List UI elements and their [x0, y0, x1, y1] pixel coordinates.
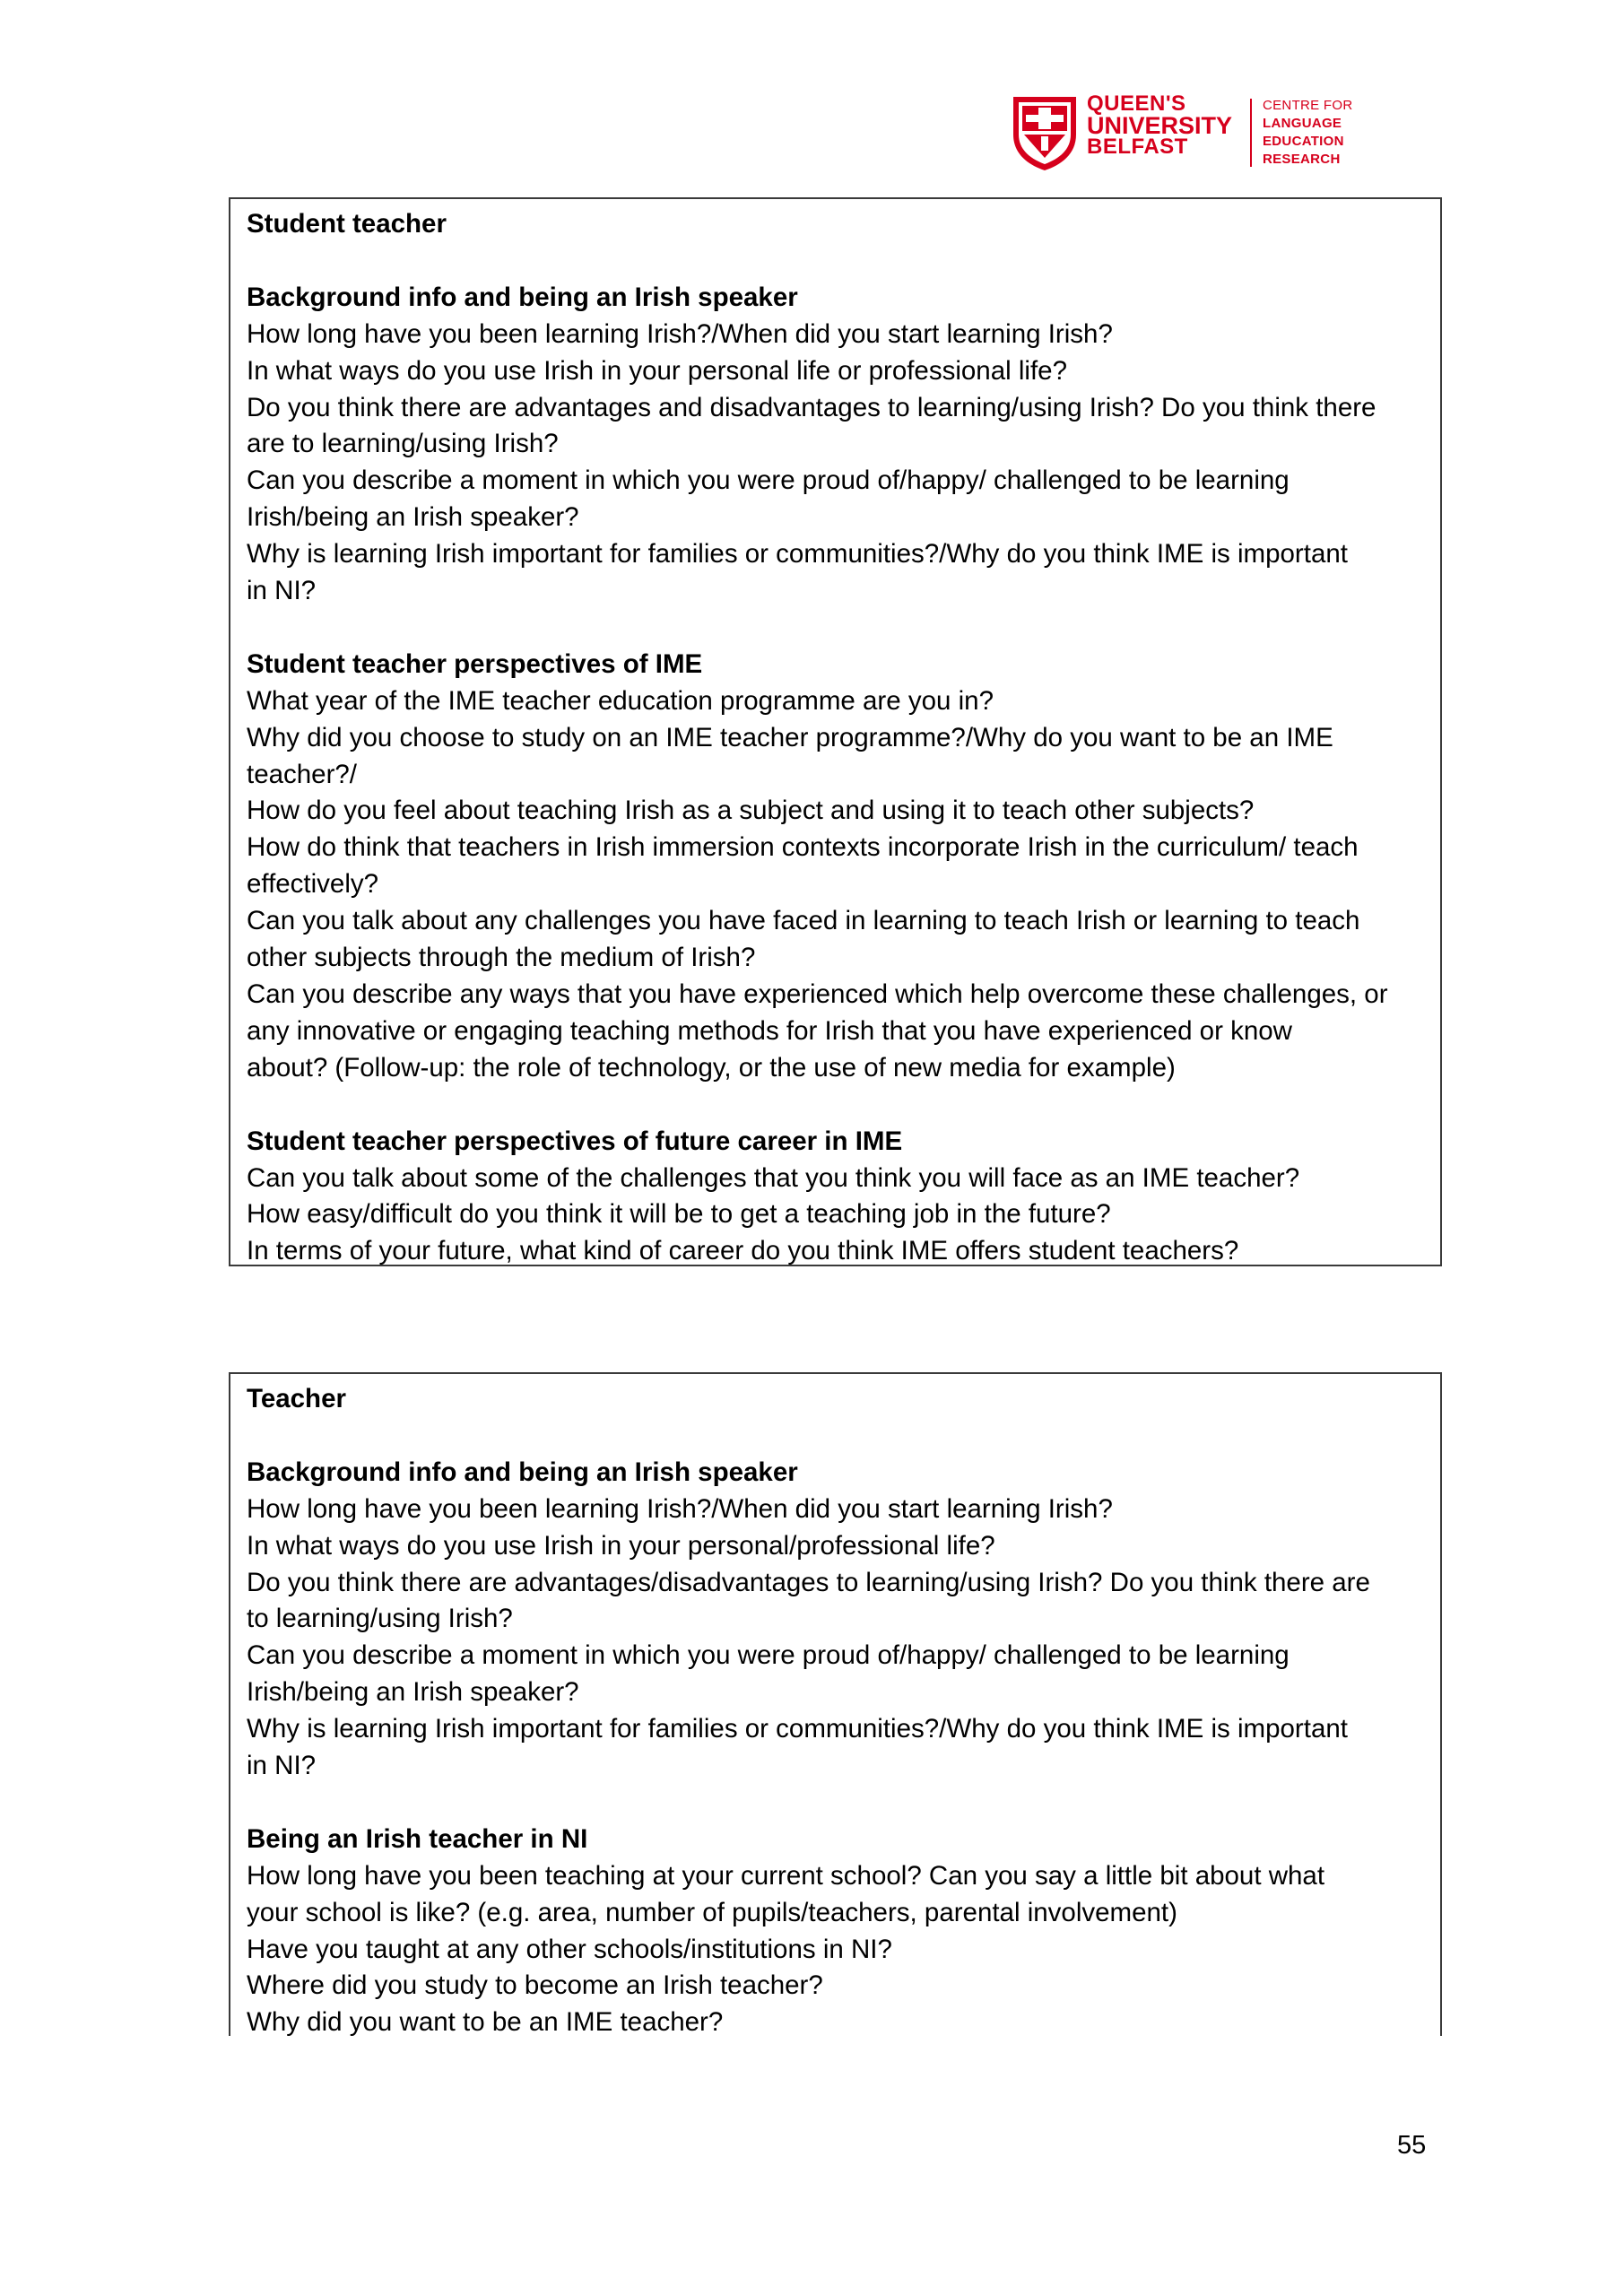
question-line: Have you taught at any other schools/institutions in NI? [247, 1934, 892, 1964]
question-line: Can you describe any ways that you have experienced which help overcome these challenges, or [247, 979, 1388, 1009]
spacer [247, 1418, 1424, 1455]
centre-name-line: EDUCATION [1263, 134, 1344, 149]
question-line: In what ways do you use Irish in your personal/professional life? [247, 1530, 995, 1561]
question-line: In terms of your future, what kind of career do you think IME offers student teachers? [247, 1236, 1239, 1266]
question-line: to learning/using Irish? [247, 1604, 513, 1634]
question-line: In what ways do you use Irish in your personal life or professional life? [247, 355, 1067, 386]
question-line: How easy/difficult do you think it will be to get a teaching job in the future? [247, 1199, 1111, 1230]
question-line: What year of the IME teacher education programme are you in? [247, 685, 994, 716]
question-line: effectively? [247, 869, 379, 900]
question-line: How long have you been teaching at your current school? Can you say a little bit about what [247, 1860, 1325, 1891]
centre-name-line: LANGUAGE [1263, 116, 1342, 131]
question-line: How do you feel about teaching Irish as a subject and using it to teach other subjects? [247, 796, 1255, 826]
section-heading: Student teacher perspectives of future career in IME [247, 1126, 903, 1156]
spacer [247, 1785, 1424, 1822]
university-name-line: QUEEN'S [1087, 91, 1186, 116]
spacer [247, 1087, 1424, 1124]
question-line: Where did you study to become an Irish teacher? [247, 1970, 823, 2001]
question-line: Can you talk about some of the challenges that you think you will face as an IME teacher? [247, 1162, 1300, 1193]
question-line: How do think that teachers in Irish immersion contexts incorporate Irish in the curriculum/ teach [247, 832, 1359, 863]
university-crest-icon [1012, 95, 1078, 172]
box-title: Student teacher [247, 209, 447, 239]
section-heading: Background info and being an Irish speaker [247, 1457, 798, 1487]
box-title: Teacher [247, 1384, 346, 1413]
section-heading: Background info and being an Irish speaker [247, 282, 798, 312]
teacher-box [229, 1372, 1442, 2036]
question-line: Why is learning Irish important for families or communities?/Why do you think IME is important [247, 539, 1348, 570]
section-heading: Being an Irish teacher in NI [247, 1823, 588, 1854]
centre-name-line: CENTRE FOR [1263, 98, 1353, 113]
question-line: in NI? [247, 576, 317, 606]
question-line: any innovative or engaging teaching methods for Irish that you have experienced or know [247, 1015, 1292, 1046]
question-line: about? (Follow-up: the role of technology, or the use of new media for example) [247, 1052, 1176, 1083]
question-line: Why did you choose to study on an IME teacher programme?/Why do you want to be an IME [247, 722, 1333, 752]
question-line: Can you describe a moment in which you were proud of/happy/ challenged to be learning [247, 465, 1290, 496]
logo-divider [1250, 99, 1252, 167]
question-line: How long have you been learning Irish?/When did you start learning Irish? [247, 318, 1113, 349]
question-line: in NI? [247, 1751, 317, 1781]
question-line: Why did you want to be an IME teacher? [247, 2007, 724, 2038]
question-line: Can you talk about any challenges you have faced in learning to teach Irish or learning to teach [247, 906, 1360, 936]
question-line: How long have you been learning Irish?/When did you start learning Irish? [247, 1493, 1113, 1524]
question-line: your school is like? (e.g. area, number of pupils/teachers, parental involvement) [247, 1897, 1177, 1927]
section-heading: Student teacher perspectives of IME [247, 648, 703, 679]
question-line: Why is learning Irish important for families or communities?/Why do you think IME is important [247, 1714, 1348, 1744]
question-line: Irish/being an Irish speaker? [247, 1677, 579, 1708]
centre-name-line: RESEARCH [1263, 152, 1341, 167]
spacer [247, 243, 1424, 280]
student-teacher-box [229, 197, 1442, 1266]
university-name-line: UNIVERSITY [1087, 112, 1233, 139]
header-logo [1012, 91, 1361, 174]
university-name [1087, 93, 1232, 158]
spacer [247, 610, 1424, 647]
question-line: are to learning/using Irish? [247, 429, 559, 459]
centre-name [1263, 97, 1353, 169]
question-line: Do you think there are advantages and disadvantages to learning/using Irish? Do you think there [247, 392, 1376, 422]
page-number: 55 [1397, 2131, 1427, 2160]
question-line: Irish/being an Irish speaker? [247, 502, 579, 533]
question-line: teacher?/ [247, 759, 357, 789]
question-line: other subjects through the medium of Irish? [247, 943, 756, 973]
question-line: Do you think there are advantages/disadvantages to learning/using Irish? Do you think there are [247, 1567, 1370, 1597]
university-name-line: BELFAST [1087, 135, 1188, 159]
question-line: Can you describe a moment in which you were proud of/happy/ challenged to be learning [247, 1640, 1290, 1671]
